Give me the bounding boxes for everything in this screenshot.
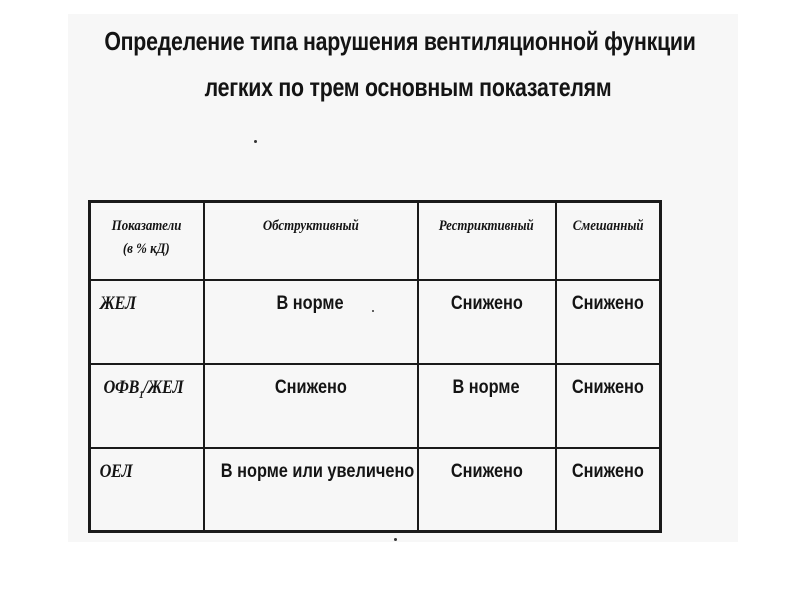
cell-value: В норме или увеличено xyxy=(220,460,414,482)
row-name-label xyxy=(103,377,183,401)
row-name-prefix: ОФВ xyxy=(103,376,139,398)
cell-value: Снижено xyxy=(274,376,347,398)
cell-obstructive xyxy=(204,448,418,532)
ventilation-disorder-table xyxy=(88,200,662,533)
table-row xyxy=(90,364,661,448)
header-indicators-line-1: Показатели xyxy=(111,218,182,234)
header-obstructive xyxy=(204,202,418,280)
row-name-fev1-vc xyxy=(90,364,204,448)
cell-value: Снижено xyxy=(450,460,523,482)
document-title-line-2: легких по трем основным показателям xyxy=(204,72,612,102)
cell-value: Снижено xyxy=(571,376,644,398)
cell-value: В норме xyxy=(452,376,521,398)
row-name-suffix: /ЖЕЛ xyxy=(143,376,184,398)
row-name-label: ОЕЛ xyxy=(99,460,133,482)
cell-value: В норме xyxy=(276,292,345,314)
cell-mixed xyxy=(556,364,661,448)
row-name-label: ЖЕЛ xyxy=(99,292,136,314)
cell-value: Снижено xyxy=(571,460,644,482)
table-row xyxy=(90,280,661,364)
cell-restrictive xyxy=(418,364,556,448)
header-indicators-line-2: (в % кД) xyxy=(123,241,171,258)
header-mixed-label: Смешанный xyxy=(572,218,644,234)
cell-mixed xyxy=(556,280,661,364)
cell-value: Снижено xyxy=(450,292,523,314)
cell-mixed xyxy=(556,448,661,532)
row-name-zhel xyxy=(90,280,204,364)
header-restrictive xyxy=(418,202,556,280)
row-name-oel xyxy=(90,448,204,532)
header-mixed xyxy=(556,202,661,280)
row-name-subscript: 1 xyxy=(138,388,144,401)
header-restrictive-label: Рестриктивный xyxy=(438,218,534,234)
table-header-row xyxy=(90,202,661,280)
table-row xyxy=(90,448,661,532)
header-obstructive-label: Обструктивный xyxy=(262,218,359,234)
document-title-line-1: Определение типа нарушения вентиляционной функции xyxy=(104,26,696,56)
cell-value: Снижено xyxy=(571,292,644,314)
scan-speck xyxy=(394,538,397,541)
cell-obstructive xyxy=(204,280,418,364)
cell-restrictive xyxy=(418,280,556,364)
cell-restrictive xyxy=(418,448,556,532)
cell-obstructive xyxy=(204,364,418,448)
header-indicators xyxy=(90,202,204,280)
scan-speck xyxy=(254,140,257,143)
